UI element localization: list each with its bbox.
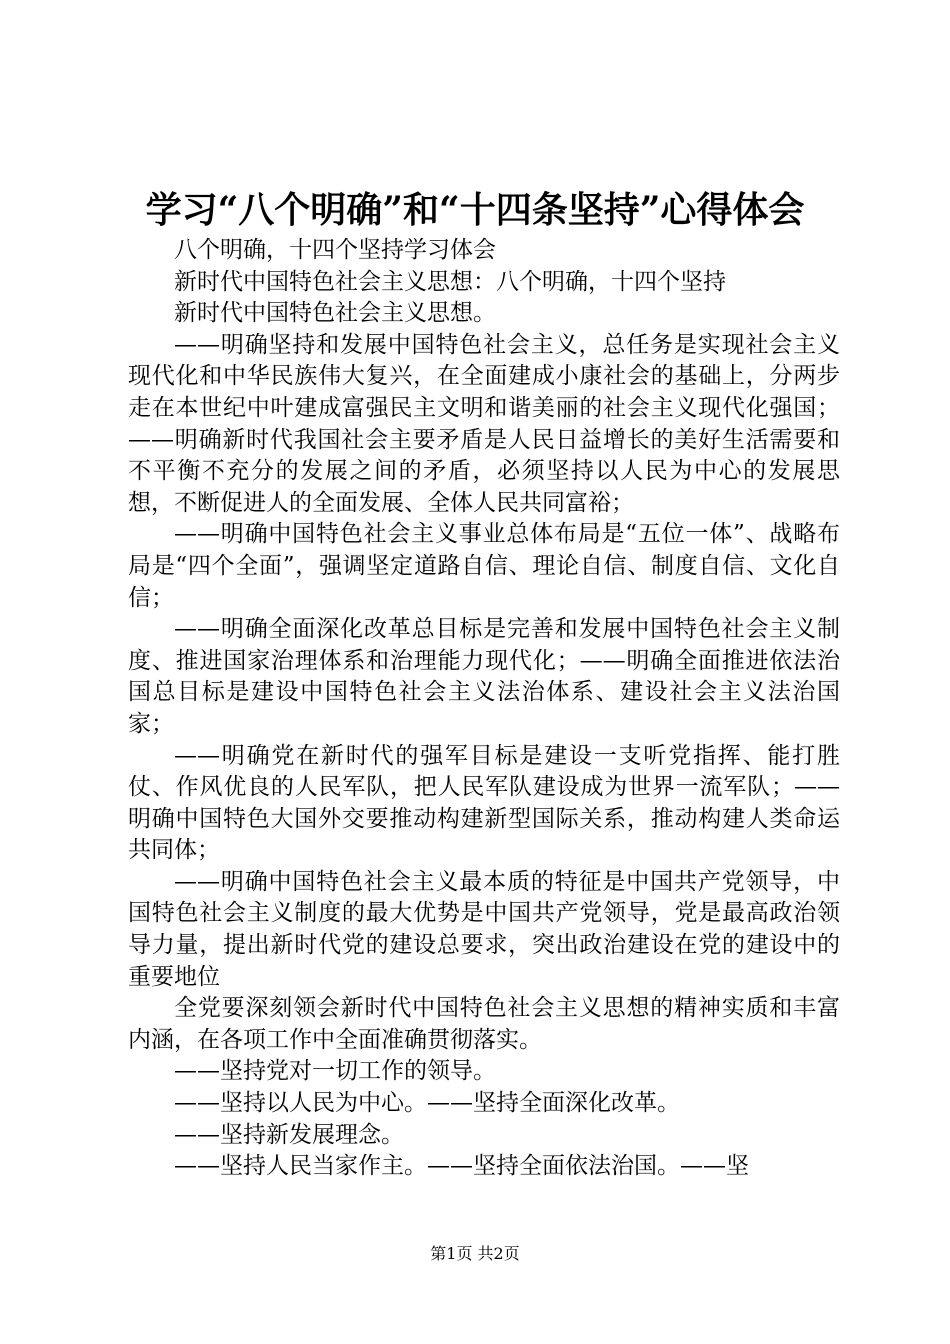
paragraph: ——坚持以人民为中心。——坚持全面深化改革。 bbox=[174, 1090, 680, 1117]
paragraph: ——明确党在新时代的强军目标是建设一支听党指挥、能打胜仗、作风优良的人民军队，把人民军队建设成为世界一流军队；——明确中国特色大国外交要推动构建新型国际关系，推动构建人类命运共同体； bbox=[128, 742, 840, 864]
paragraph: ——明确中国特色社会主义最本质的特征是中国共产党领导，中国特色社会主义制度的最大优势是中国共产党领导，党是最高政治领导力量，提出新时代党的建设总要求，突出政治建设在党的建设中的重要地位 bbox=[128, 868, 840, 990]
paragraph: ——坚持党对一切工作的领导。 bbox=[174, 1058, 496, 1085]
document-body bbox=[128, 235, 840, 1183]
paragraph: ——明确中国特色社会主义事业总体布局是“五位一体”、战略布局是“四个全面”，强调坚定道路自信、理论自信、制度自信、文化自信； bbox=[128, 521, 840, 611]
paragraph: ——坚持人民当家作主。——坚持全面依法治国。——坚 bbox=[174, 1153, 749, 1180]
paragraph: ——明确全面深化改革总目标是完善和发展中国特色社会主义制度、推进国家治理体系和治理能力现代化；——明确全面推进依法治国总目标是建设中国特色社会主义法治体系、建设社会主义法治国家； bbox=[128, 616, 840, 737]
paragraph: 八个明确，十四个坚持学习体会 bbox=[174, 237, 496, 263]
paragraph: 全党要深刻领会新时代中国特色社会主义思想的精神实质和丰富内涵，在各项工作中全面准确贯彻落实。 bbox=[128, 995, 840, 1053]
page-number-footer: 第1页 共2页 bbox=[430, 1244, 520, 1263]
paragraph: 新时代中国特色社会主义思想：八个明确，十四个坚持 bbox=[174, 268, 726, 295]
paragraph: ——坚持新发展理念。 bbox=[174, 1121, 404, 1148]
paragraph: 新时代中国特色社会主义思想。 bbox=[174, 300, 496, 327]
document-title: 学习“八个明确”和“十四条坚持”心得体会 bbox=[145, 189, 805, 231]
paragraph: ——明确坚持和发展中国特色社会主义，总任务是实现社会主义现代化和中华民族伟大复兴，在全面建成小康社会的基础上，分两步走在本世纪中叶建成富强民主文明和谐美丽的社会主义现代化强国；——明确新时代我国社会主要矛盾是人民日益增长的美好生活需要和不平衡不充分的发展之间的矛盾，必须坚持以人民为中心的发展思想，不断促进人的全面发展、全体人民共同富裕； bbox=[128, 331, 840, 516]
